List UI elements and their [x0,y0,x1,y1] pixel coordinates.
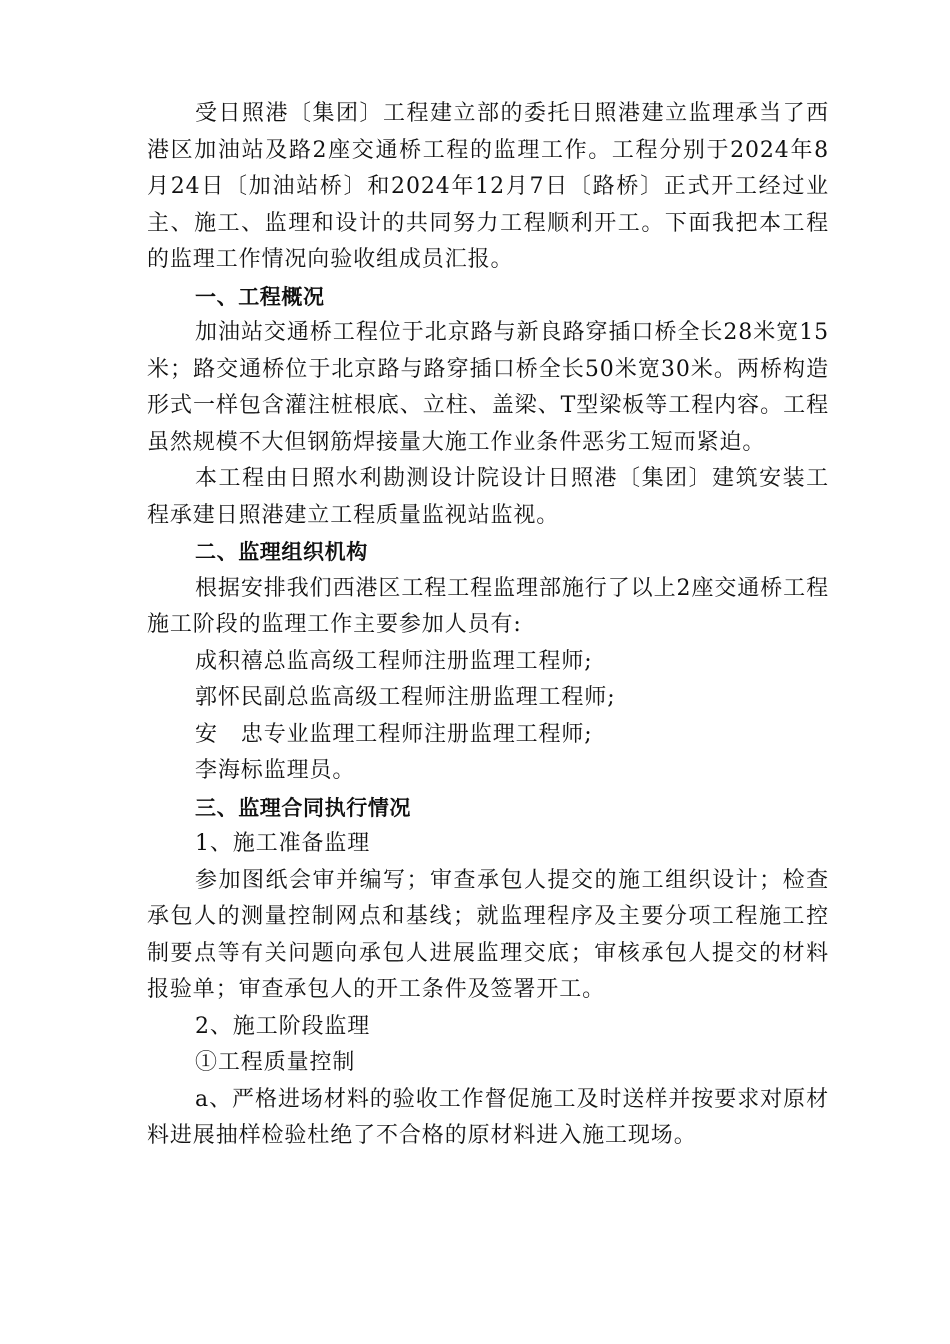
document-page [147,96,829,1155]
overview-paragraph: 加油站交通桥工程位于北京路与新良路穿插口桥全长28米宽15米；路交通桥位于北京路与路穿插口桥全长50米宽30米。两桥构造形式一样包含灌注桩根底、立柱、盖梁、T型梁板等工程内容。工程虽然规模不大但钢筋焊接量大施工作业条件恶劣工短而紧迫。 [147,320,829,455]
subheading-preparation: 1、施工准备监理 [195,831,371,856]
staff-line: 安 忠专业监理工程师注册监理工程师; [195,721,593,747]
organization-paragraph: 根据安排我们西港区工程工程监理部施行了以上2座交通桥工程施工阶段的监理工作主要参加人员有: [147,575,829,637]
staff-line: 成积禧总监高级工程师注册监理工程师; [195,648,593,674]
design-paragraph: 本工程由日照水利勘测设计院设计日照港〔集团〕建筑安装工程承建日照港建立工程质量监视站监视。 [147,466,829,528]
intro-paragraph: 受日照港〔集团〕工程建立部的委托日照港建立监理承当了西港区加油站及路2座交通桥工程的监理工作。工程分别于2024年8月24日〔加油站桥〕和2024年12月7日〔路桥〕正式开工经过业主、施工、监理和设计的共同努力工程顺利开工。下面我把本工程的监理工作情况向验收组成员汇报。 [147,101,829,272]
section-heading-organization: 二、监理组织机构 [195,540,368,564]
staff-line: 郭怀民副总监高级工程师注册监理工程师; [195,685,616,710]
subheading-construction: 2、施工阶段监理 [195,1013,371,1039]
quality-paragraph: a、严格进场材料的验收工作督促施工及时送样并按要求对原材料进展抽样检验杜绝了不合格的原材料进入施工现场。 [147,1086,829,1148]
staff-line: 李海标监理员。 [195,758,356,783]
preparation-paragraph: 参加图纸会审并编写；审查承包人提交的施工组织设计；检查承包人的测量控制网点和基线；就监理程序及主要分项工程施工控制要点等有关问题向承包人进展监理交底；审核承包人提交的材料报验单；审查承包人的开工条件及签署开工。 [147,867,829,1002]
section-heading-overview: 一、工程概况 [195,284,325,309]
section-heading-contract: 三、监理合同执行情况 [195,795,411,820]
subheading-quality-control: ①工程质量控制 [195,1050,356,1075]
